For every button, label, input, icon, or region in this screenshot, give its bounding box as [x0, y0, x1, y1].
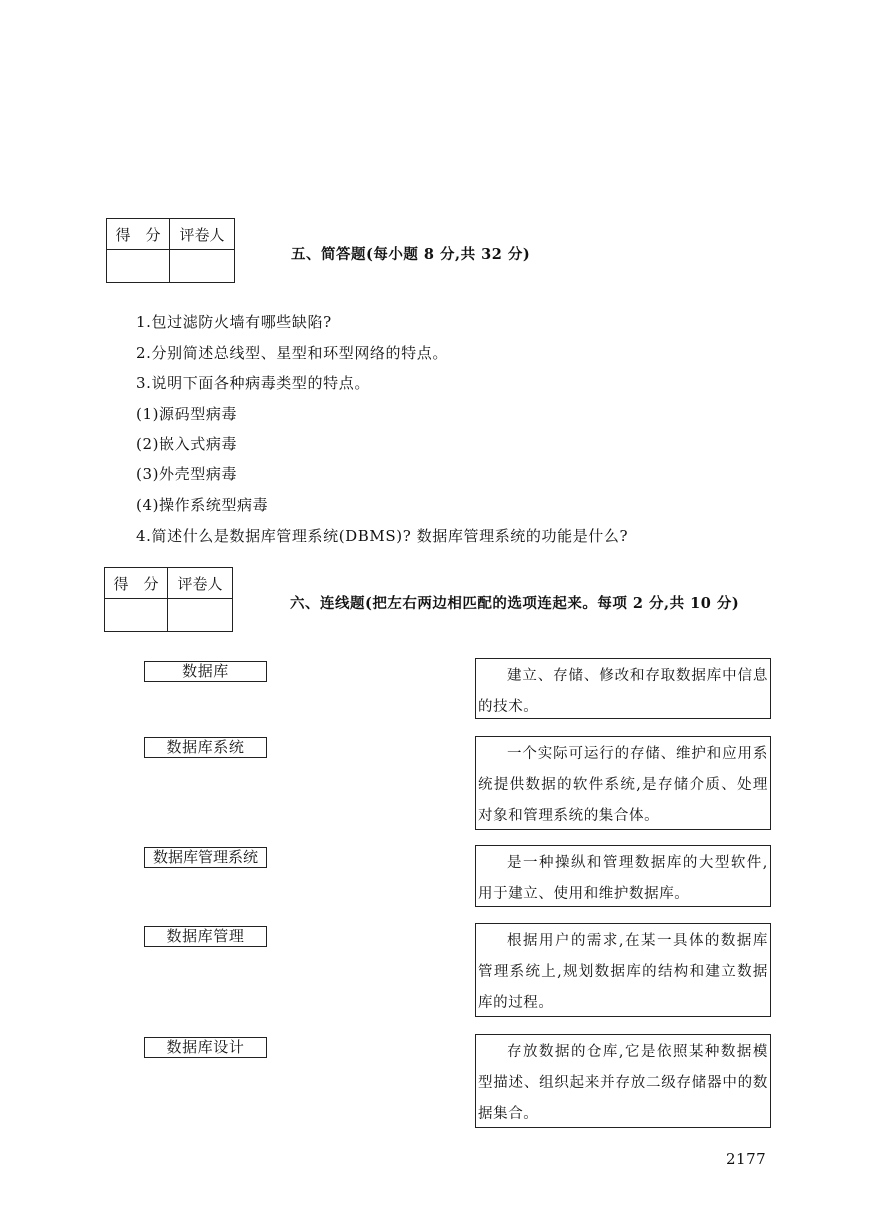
term-dbms: 数据库管理系统	[144, 847, 267, 868]
grader-label: 评卷人	[168, 568, 233, 599]
section6-title: 六、连线题(把左右两边相匹配的选项连起来。每项 2 分,共 10 分)	[290, 595, 740, 612]
score-label: 得 分	[107, 219, 170, 250]
definition-2: 一个实际可运行的存储、维护和应用系统提供数据的软件系统,是存储介质、处理对象和管理系统的集合体。	[475, 736, 771, 830]
definition-4: 根据用户的需求,在某一具体的数据库管理系统上,规划数据库的结构和建立数据库的过程。	[475, 923, 771, 1017]
grader-cell	[168, 599, 233, 632]
term-database: 数据库	[144, 661, 267, 682]
question-4: 4.简述什么是数据库管理系统(DBMS)? 数据库管理系统的功能是什么?	[136, 527, 629, 545]
question-3-2: (2)嵌入式病毒	[136, 435, 238, 453]
page-number: 2177	[726, 1150, 767, 1168]
section5-title: 五、简答题(每小题 8 分,共 32 分)	[291, 246, 531, 263]
question-2: 2.分别简述总线型、星型和环型网络的特点。	[136, 344, 448, 362]
term-database-management: 数据库管理	[144, 926, 267, 947]
question-1: 1.包过滤防火墙有哪些缺陷?	[136, 313, 332, 331]
score-table-section5	[106, 218, 235, 283]
score-cell	[105, 599, 168, 632]
definition-3: 是一种操纵和管理数据库的大型软件,用于建立、使用和维护数据库。	[475, 845, 771, 907]
score-label: 得 分	[105, 568, 168, 599]
definition-5: 存放数据的仓库,它是依照某种数据模型描述、组织起来并存放二级存储器中的数据集合。	[475, 1034, 771, 1128]
question-3: 3.说明下面各种病毒类型的特点。	[136, 374, 370, 392]
question-3-3: (3)外壳型病毒	[136, 465, 238, 483]
grader-cell	[170, 250, 235, 283]
question-3-4: (4)操作系统型病毒	[136, 496, 269, 514]
term-database-system: 数据库系统	[144, 737, 267, 758]
grader-label: 评卷人	[170, 219, 235, 250]
question-3-1: (1)源码型病毒	[136, 405, 238, 423]
score-cell	[107, 250, 170, 283]
definition-1: 建立、存储、修改和存取数据库中信息的技术。	[475, 658, 771, 719]
term-database-design: 数据库设计	[144, 1037, 267, 1058]
score-table-section6	[104, 567, 233, 632]
